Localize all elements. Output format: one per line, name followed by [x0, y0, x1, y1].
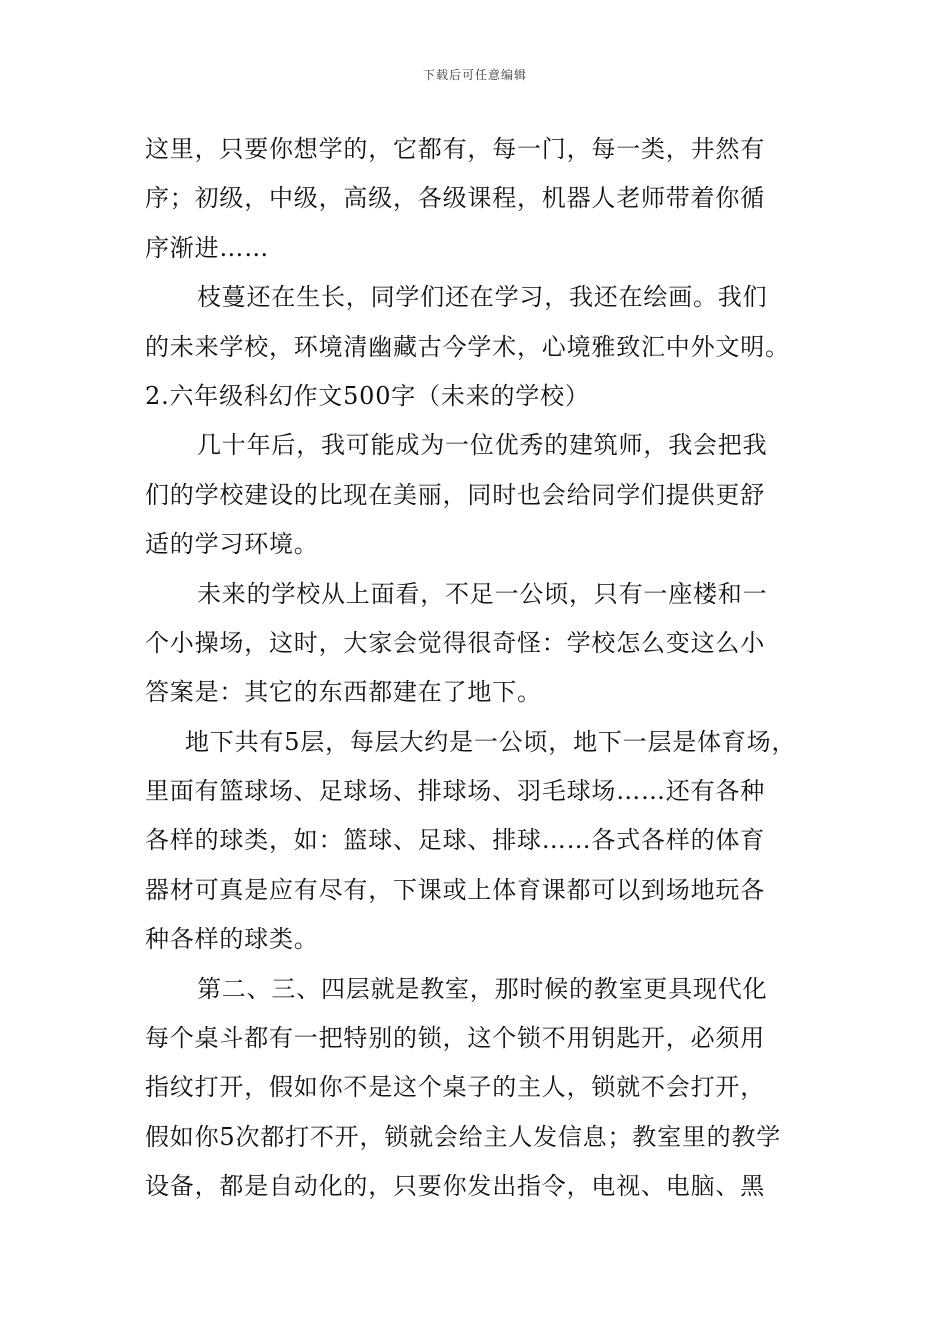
- text-line: 们的学校建设的比现在美丽，同时也会给同学们提供更舒: [145, 480, 765, 509]
- text-line: 几十年后，我可能成为一位优秀的建筑师，我会把我: [197, 431, 768, 460]
- text-line: 指纹打开，假如你不是这个桌子的主人，锁就不会打开，: [145, 1073, 765, 1102]
- text-line: 每个桌斗都有一把特别的锁，这个锁不用钥匙开，必须用: [145, 1024, 765, 1053]
- text-line: 地下共有5层，每层大约是一公顷，地下一层是体育场，: [185, 727, 797, 756]
- text-line: 种各样的球类。: [145, 925, 319, 954]
- text-line: 答案是：其它的东西都建在了地下。: [145, 678, 542, 707]
- text-line: 序渐进……: [145, 233, 269, 262]
- text-line: 各样的球类，如：篮球、足球、排球……各式各样的体育: [145, 826, 765, 855]
- section-heading: 2.六年级科幻作文500字（未来的学校）: [145, 381, 590, 410]
- text-line: 序；初级，中级，高级，各级课程，机器人老师带着你循: [145, 184, 765, 213]
- text-line: 第二、三、四层就是教室，那时候的教室更具现代化: [197, 974, 768, 1003]
- text-line: 枝蔓还在生长，同学们还在学习，我还在绘画。我们: [197, 283, 768, 312]
- text-line: 这里，只要你想学的，它都有，每一门，每一类，井然有: [145, 135, 765, 163]
- text-line: 未来的学校从上面看，不足一公顷，只有一座楼和一: [197, 579, 768, 608]
- text-line: 假如你5次都打不开，锁就会给主人发信息；教室里的教学: [145, 1122, 782, 1151]
- text-line: 器材可真是应有尽有，下课或上体育课都可以到场地玩各: [145, 875, 765, 904]
- text-line: 里面有篮球场、足球场、排球场、羽毛球场……还有各种: [145, 777, 765, 806]
- document-body: [145, 125, 815, 1212]
- text-line: 的未来学校，环境清幽藏古今学术，心境雅致汇中外文明。: [145, 332, 790, 361]
- page-header-note: 下载后可任意编辑: [422, 68, 527, 82]
- text-line: 设备，都是自动化的，只要你发出指令，电视、电脑、黑: [145, 1172, 765, 1201]
- text-line: 适的学习环境。: [145, 530, 319, 559]
- text-line: 个小操场，这时，大家会觉得很奇怪：学校怎么变这么小: [145, 628, 765, 657]
